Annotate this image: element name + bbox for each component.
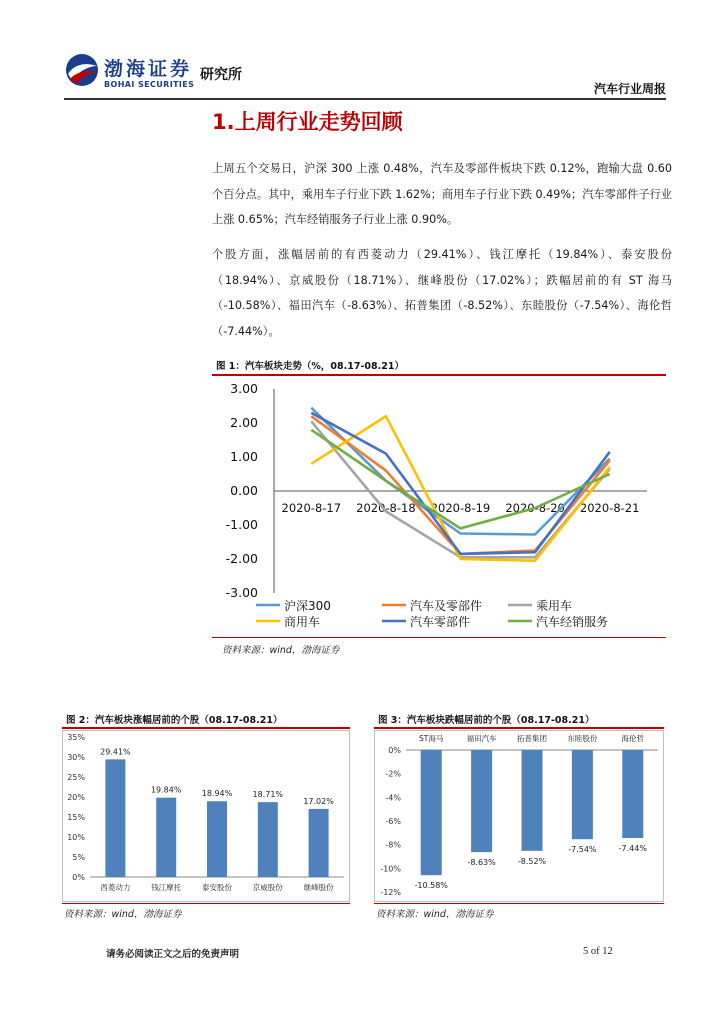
top-losers-bar-chart <box>374 730 664 902</box>
fig2-bar <box>309 809 329 877</box>
logo-chinese-name: 渤海证券 <box>104 58 193 80</box>
fig2-bar <box>258 802 278 877</box>
fig1-legend-label: 汽车及零部件 <box>410 599 483 613</box>
fig2-bar <box>207 801 227 877</box>
fig2-category-label: 泰安股份 <box>202 883 232 892</box>
fig3-bar <box>572 750 593 839</box>
fig2-bar-value-label: 18.94% <box>201 789 233 799</box>
report-type-label: 汽车行业周报 <box>593 82 666 96</box>
fig2-bar-value-label: 29.41% <box>100 747 131 757</box>
figure2-title: 图 2：汽车板块涨幅居前的个股（08.17-08.21） <box>66 715 283 726</box>
figure3-bottom-rule <box>374 903 664 904</box>
stock-summary-paragraph: 个股方面，涨幅居前的有西菱动力（29.41%）、钱江摩托（19.84%）、泰安股份（18.94%）、京威股份（18.71%）、继峰股份（17.02%）；跌幅居前的有 ST 海马（-10.58%）、福田汽车（-8.63%）、拓普集团（-8.52%）、东睦股份（-7.54%）、海伦哲（-7.44%）。 <box>212 248 672 338</box>
fig1-y-tick-label: -3.00 <box>225 585 258 600</box>
fig1-series-line <box>311 421 609 557</box>
fig1-y-tick-label: -2.00 <box>225 551 258 566</box>
logo-english-name: BOHAI SECURITIES <box>104 80 195 89</box>
figure2-top-rule <box>62 727 350 729</box>
figure2-source: 资料来源：wind，渤海证券 <box>64 909 182 920</box>
fig3-y-tick-label: -10% <box>380 864 401 874</box>
header-divider <box>64 98 666 100</box>
institute-label: 研究所 <box>200 67 242 83</box>
fig1-legend-label: 沪深300 <box>284 599 331 613</box>
fig2-y-tick-label: 15% <box>67 813 85 822</box>
fig3-category-label: 海伦哲 <box>621 734 645 743</box>
figure1-top-rule <box>212 374 666 376</box>
fig1-y-tick-label: 0.00 <box>230 483 258 498</box>
fig3-category-label: 东睦股份 <box>567 734 598 743</box>
fig3-bar-value-label: -7.44% <box>618 844 647 854</box>
fig2-bar-value-label: 19.84% <box>150 785 182 795</box>
figure3-source: 资料来源：wind，渤海证券 <box>376 909 494 920</box>
fig2-category-label: 西菱动力 <box>100 883 131 892</box>
fig1-x-tick-label: 2020-8-20 <box>505 501 565 515</box>
fig1-legend-label: 乘用车 <box>536 599 573 613</box>
fig3-y-tick-label: -6% <box>385 817 401 826</box>
fig2-y-tick-label: 30% <box>67 753 85 762</box>
figure2-bottom-rule <box>62 903 350 904</box>
fig1-x-tick-label: 2020-8-18 <box>356 501 416 515</box>
fig3-bar-value-label: -8.52% <box>517 856 547 866</box>
fig3-bar <box>522 750 543 851</box>
fig3-y-tick-label: -12% <box>380 888 401 897</box>
fig2-bar-value-label: 18.71% <box>252 790 284 800</box>
fig3-y-tick-label: -8% <box>385 840 401 850</box>
top-gainers-bar-chart <box>62 730 350 902</box>
disclaimer-note: 请务必阅读正文之后的免责声明 <box>106 949 240 960</box>
fig3-bar-value-label: -7.54% <box>568 845 597 855</box>
fig2-bar <box>156 798 176 877</box>
sector-trend-line-chart <box>212 377 666 635</box>
figure1-title: 图 1：汽车板块走势（%，08.17-08.21） <box>216 361 404 372</box>
figure3-title: 图 3：汽车板块跌幅居前的个股（08.17-08.21） <box>378 715 595 726</box>
fig2-y-tick-label: 20% <box>67 793 85 802</box>
fig2-bar-value-label: 17.02% <box>303 796 334 806</box>
fig1-legend-label: 汽车零部件 <box>410 615 471 629</box>
fig2-y-tick-label: 5% <box>72 853 85 862</box>
fig2-y-tick-label: 25% <box>67 773 85 782</box>
figure1-source: 资料来源：wind，渤海证券 <box>222 645 340 656</box>
fig1-x-tick-label: 2020-8-17 <box>281 501 342 515</box>
bohai-logo-icon <box>64 52 100 88</box>
fig2-bar <box>105 759 125 877</box>
fig3-category-label: 拓普集团 <box>517 734 547 743</box>
fig2-category-label: 钱江摩托 <box>151 883 182 892</box>
fig1-y-tick-label: 3.00 <box>230 381 258 396</box>
fig1-x-tick-label: 2020-8-19 <box>430 501 491 515</box>
fig3-bar <box>622 750 643 838</box>
fig2-category-label: 继峰股份 <box>303 883 334 892</box>
fig3-y-tick-label: 0% <box>388 746 401 755</box>
fig1-y-tick-label: 1.00 <box>230 449 258 464</box>
fig3-bar-value-label: -10.58% <box>414 881 448 891</box>
fig3-category-label: 福田汽车 <box>466 734 497 743</box>
fig2-y-tick-label: 10% <box>67 833 85 842</box>
figure1-bottom-rule <box>212 637 666 638</box>
section-title: 1.上周行业走势回顾 <box>212 110 403 134</box>
figure3-top-rule <box>374 727 664 729</box>
fig2-y-tick-label: 35% <box>67 733 85 742</box>
fig3-bar <box>421 750 442 875</box>
market-summary-paragraph: 上周五个交易日，沪深 300 上涨 0.48%，汽车及零部件板块下跌 0.12%，跑输大盘 0.60 个百分点。其中，乘用车子行业下跌 1.62%；商用车子行业下跌 0.49%；汽车零部件子行业上涨 0.65%；汽车经销服务子行业上涨 0.90%。 <box>212 162 672 226</box>
fig1-y-tick-label: 2.00 <box>230 415 258 430</box>
fig2-category-label: 京威股份 <box>252 883 283 892</box>
fig3-bar-value-label: -8.63% <box>467 858 496 868</box>
fig1-y-tick-label: -1.00 <box>225 517 258 532</box>
fig1-legend-label: 商用车 <box>284 615 321 629</box>
fig1-legend-label: 汽车经销服务 <box>536 615 609 629</box>
fig3-y-tick-label: -2% <box>385 769 401 779</box>
fig3-category-label: ST海马 <box>419 734 444 743</box>
fig1-x-tick-label: 2020-8-21 <box>579 501 640 515</box>
page-number: 5 of 12 <box>583 946 613 957</box>
fig2-y-tick-label: 0% <box>72 873 85 882</box>
fig3-bar <box>471 750 492 852</box>
fig3-y-tick-label: -4% <box>385 793 401 803</box>
